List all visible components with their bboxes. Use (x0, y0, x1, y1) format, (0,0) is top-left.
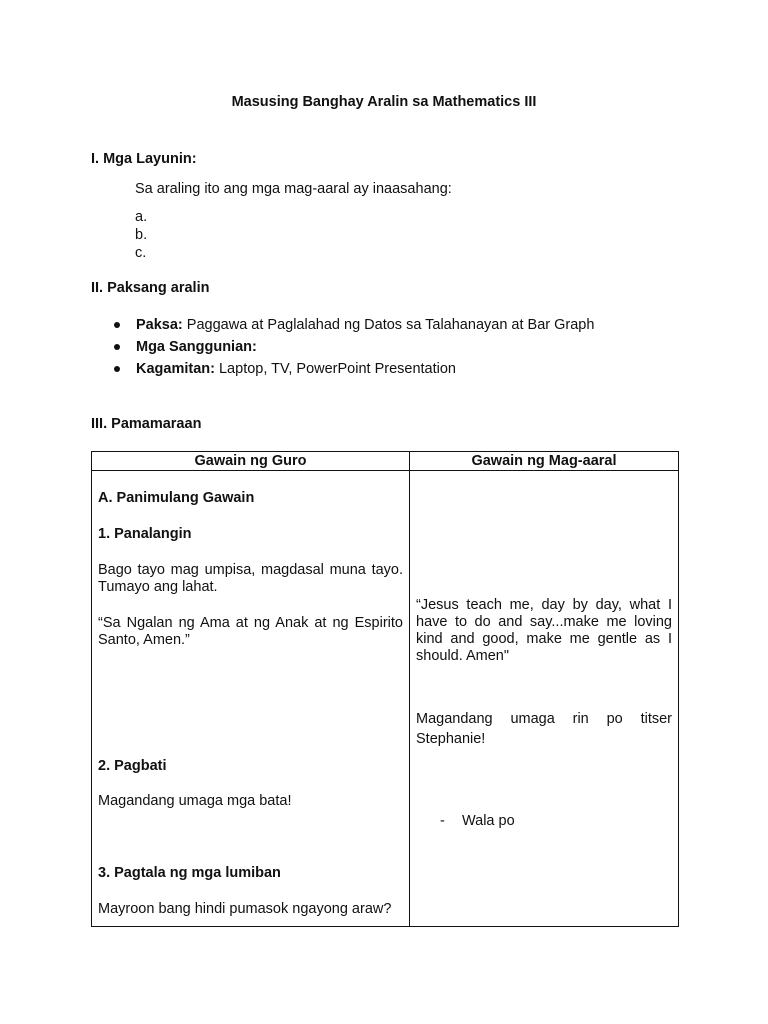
section-heading-pamamaraan: III. Pamamaraan (91, 416, 202, 432)
section-heading-layunin: I. Mga Layunin: (91, 151, 197, 167)
bullet-value: Paggawa at Paglalahad ng Datos sa Talahanayan at Bar Graph (182, 317, 595, 333)
panalangin-quote: “Sa Ngalan ng Ama at ng Anak at ng Espirito Santo, Amen.” (98, 615, 403, 648)
pagtala-text: Mayroon bang hindi pumasok ngayong araw? (98, 901, 392, 917)
column-header-mag-aaral: Gawain ng Mag-aaral (410, 452, 679, 471)
panimulang-gawain-heading: A. Panimulang Gawain (98, 490, 255, 506)
layunin-intro: Sa araling ito ang mga mag-aaral ay inaasahang: (135, 181, 452, 197)
layunin-item-a: a. (135, 209, 148, 225)
section-heading-paksang-aralin: II. Paksang aralin (91, 280, 210, 296)
absent-reply-item (440, 813, 515, 829)
bullet-label: Paksa: (136, 317, 183, 333)
absent-reply-text: Wala po (462, 813, 515, 829)
pagtala-heading: 3. Pagtala ng mga lumiban (98, 865, 281, 881)
student-cell (410, 471, 679, 927)
student-greeting: Magandang umaga rin po titser Stephanie! (416, 711, 672, 747)
bullet-label: Mga Sanggunian: (136, 339, 257, 355)
bullet-label: Kagamitan: (136, 361, 215, 377)
pamamaraan-table (91, 451, 679, 927)
panalangin-text: Bago tayo mag umpisa, magdasal muna tayo. Tumayo ang lahat. (98, 562, 403, 595)
dash-marker: - (440, 813, 445, 829)
panalangin-heading: 1. Panalangin (98, 526, 192, 542)
teacher-cell (92, 471, 410, 927)
student-prayer: “Jesus teach me, day by day, what I have to do and say...make me loving kind and good, make me gentle as I should. Amen" (416, 597, 672, 664)
pagbati-heading: 2. Pagbati (98, 758, 167, 774)
bullet-value: Laptop, TV, PowerPoint Presentation (214, 361, 456, 377)
list-item (114, 336, 594, 358)
bullet-icon (114, 366, 120, 372)
paksang-aralin-list (114, 314, 594, 380)
page-title: Masusing Banghay Aralin sa Mathematics III (231, 94, 537, 110)
bullet-icon (114, 322, 120, 328)
bullet-icon (114, 344, 120, 350)
column-header-guro: Gawain ng Guro (92, 452, 410, 471)
list-item (114, 358, 594, 380)
list-item (114, 314, 594, 336)
pagbati-text: Magandang umaga mga bata! (98, 793, 292, 809)
layunin-item-b: b. (135, 227, 148, 243)
layunin-item-c: c. (135, 245, 147, 261)
